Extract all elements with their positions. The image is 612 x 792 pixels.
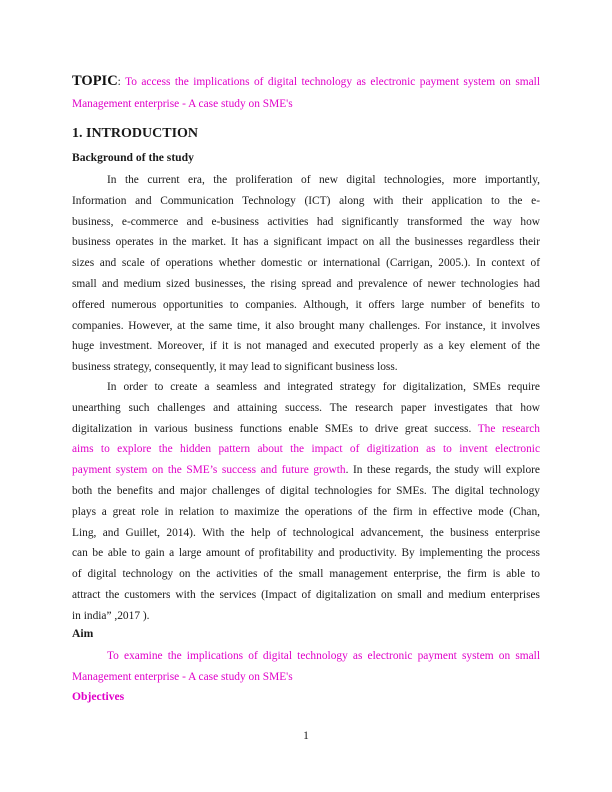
paragraph-line: huge investment. Moreover, if it is not managed and executed properly as a key element of the	[72, 340, 540, 353]
paragraph-line: unearthing such challenges and attaining success. The research paper investigates that how	[72, 401, 540, 414]
highlight-text: payment system on the SME’s success and future growth	[72, 464, 346, 477]
section-heading: 1. INTRODUCTION	[72, 126, 199, 141]
highlight-line: aims to explore the hidden pattern about the impact of digitization as to invent electronic	[72, 443, 540, 456]
paragraph-line: companies. However, at the same time, it also brought many challenges. For instance, it involves	[72, 319, 540, 332]
paragraph-line: can be able to gain a large amount of profitability and productivity. By implementing the process	[72, 547, 540, 560]
aim-text	[72, 646, 540, 688]
paragraph-line: business operates in the market. It has a significant impact on all the businesses regardless their	[72, 236, 540, 249]
paragraph-line: in india” ,2017 ).	[72, 609, 150, 622]
paragraph-line: Information and Communication Technology (ICT) along with their application to the e-	[72, 194, 540, 207]
paragraph-1	[72, 170, 540, 378]
page-number: 1	[303, 730, 309, 742]
topic-separator: :	[117, 76, 121, 88]
paragraph-2	[72, 377, 540, 627]
paragraph-line: business, e-commerce and e-business activities had significantly transformed the way how	[72, 215, 540, 228]
topic-text: To access the implications of digital technology as electronic payment system on small Management enterprise - A case study on SME's	[72, 76, 540, 110]
paragraph-line: business strategy, consequently, it may lead to significant business loss.	[72, 361, 398, 374]
objectives-heading: Objectives	[72, 690, 125, 703]
paragraph-line: offered numerous opportunities to companies. Although, it offers large number of benefits to	[72, 298, 540, 311]
topic-label: TOPIC	[72, 73, 118, 89]
paragraph-line: small and medium sized businesses, the rising spread and prevalence of newer technologies had	[72, 277, 540, 290]
paragraph-line: In the current era, the proliferation of new digital technologies, more importantly,	[107, 174, 540, 186]
paragraph-line: attract the customers with the services (Impact of digitalization on small and medium enterprises	[72, 588, 540, 601]
paragraph-text: . In these regards, the study will explore	[345, 464, 540, 477]
paragraph-line: both the benefits and major challenges of digital technologies for SMEs. The digital technology	[72, 484, 540, 497]
aim-line: Management enterprise - A case study on SME's	[72, 671, 293, 683]
paragraph-line: sizes and scale of operations whether domestic or international (Carrigan, 2005.). In context of	[72, 257, 540, 270]
aim-heading: Aim	[72, 627, 94, 640]
paragraph-line: Ling, and Guillet, 2014). With the help of technological advancement, the business enterprise	[72, 526, 540, 539]
paragraph-line: plays a great role in relation to maximize the operations of the firm in effective mode (Chan,	[72, 505, 540, 518]
subheading: Background of the study	[72, 151, 194, 164]
paragraph-line: In order to create a seamless and integrated strategy for digitalization, SMEs require	[107, 381, 540, 393]
aim-line: To examine the implications of digital technology as electronic payment system on small	[107, 650, 540, 662]
document-page	[72, 0, 540, 792]
paragraph-line	[72, 419, 540, 440]
paragraph-line	[72, 460, 540, 481]
paragraph-line: of digital technology on the activities of the small management enterprise, the firm is able to	[72, 568, 540, 581]
highlight-text: The research	[477, 422, 540, 435]
topic-block	[72, 70, 540, 115]
paragraph-text: digitalization in various business functions enable SMEs to drive great success.	[72, 422, 472, 435]
